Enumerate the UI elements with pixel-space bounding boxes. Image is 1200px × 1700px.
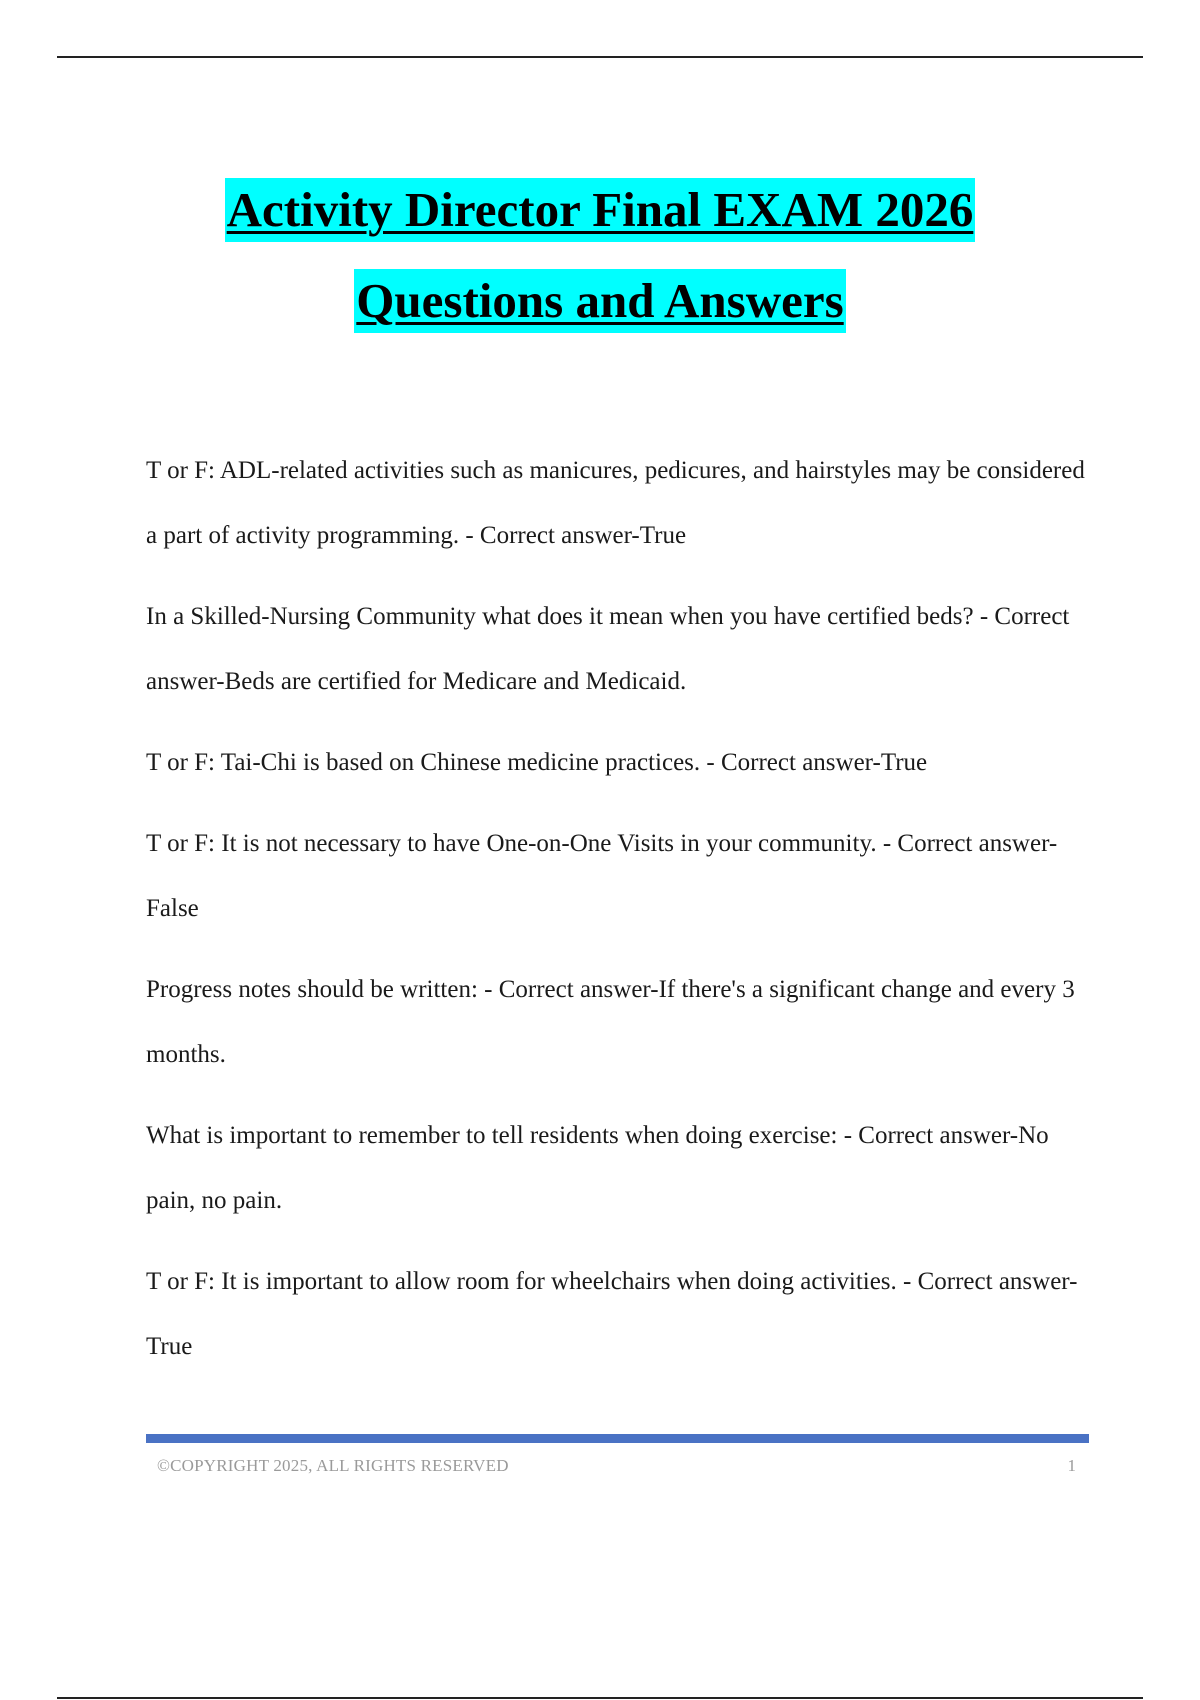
qa-item: T or F: Tai-Chi is based on Chinese medicine practices. - Correct answer-True (146, 749, 928, 776)
page-bottom-rule (57, 1697, 1143, 1699)
qa-item: In a Skilled-Nursing Community what does it mean when you have certified beds? - Correct answer-Beds are certified for Medicare and Medicaid. (146, 603, 1070, 695)
qa-item: What is important to remember to tell residents when doing exercise: - Correct answer-No pain, no pain. (146, 1122, 1049, 1214)
footer-page-number: 1 (1067, 1456, 1076, 1475)
title-line-1-wrapper (0, 178, 1200, 269)
footer-copyright: ©COPYRIGHT 2025, ALL RIGHTS RESERVED (157, 1456, 509, 1475)
page-top-rule (57, 56, 1143, 58)
title-line-2-wrapper (0, 269, 1200, 360)
footer-divider-bar (146, 1434, 1089, 1443)
qa-item: T or F: ADL-related activities such as manicures, pedicures, and hairstyles may be considered a part of activity programming. - Correct answer-True (146, 457, 1085, 549)
title-line-1: Activity Director Final EXAM 2026 (225, 178, 976, 242)
title-line-2: Questions and Answers (354, 269, 845, 333)
qa-item: Progress notes should be written: - Correct answer-If there's a significant change and every 3 months. (146, 976, 1075, 1068)
qa-item: T or F: It is not necessary to have One-on-One Visits in your community. - Correct answer-False (146, 830, 1058, 922)
qa-list (146, 438, 1096, 1395)
qa-item: T or F: It is important to allow room for wheelchairs when doing activities. - Correct answer-True (146, 1268, 1078, 1360)
document-title (0, 178, 1200, 360)
